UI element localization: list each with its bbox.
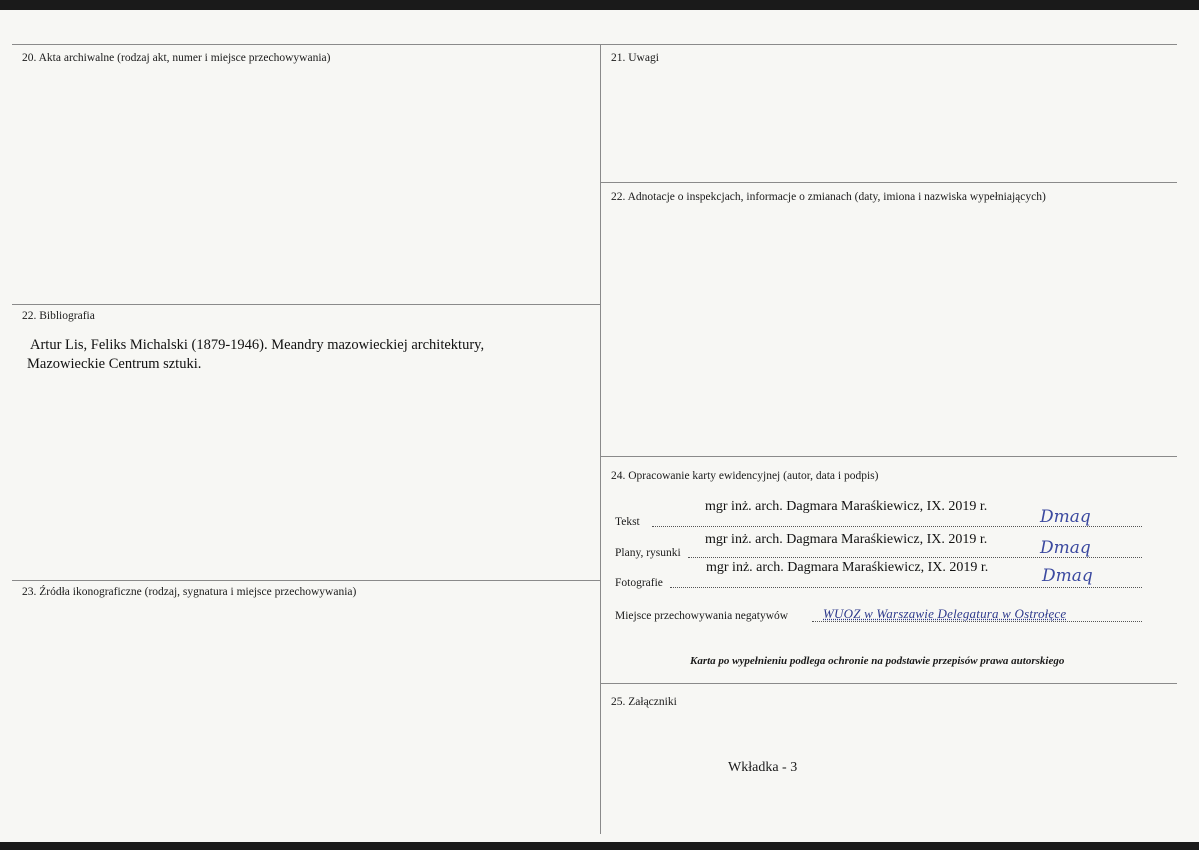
signature-mark: Dmaq [1040,538,1091,558]
section-22-bibliography-label: 22. Bibliografia [22,310,95,322]
card-row-label: Tekst [615,516,640,528]
right-rule-annotations [600,182,1177,183]
negatives-value: WUOZ w Warszawie Delegatura w Ostrołęce [823,606,1067,621]
card-row-entry: mgr inż. arch. Dagmara Maraśkiewicz, IX. 2019 r. [705,532,988,547]
section-24-label: 24. Opracowanie karty ewidencyjnej (autor, data i podpis) [611,470,879,482]
right-rule-card [600,456,1177,457]
card-row-label: Fotografie [615,577,663,589]
left-rule-bibliography [12,304,601,305]
bibliography-line-2: Mazowieckie Centrum sztuki. [27,356,202,372]
center-divider [600,44,601,834]
copyright-notice: Karta po wypełnieniu podlega ochronie na podstawie przepisów prawa autorskiego [690,655,1065,667]
card-row-label: Plany, rysunki [615,547,681,559]
section-22-annotations-label: 22. Adnotacje o inspekcjach, informacje o zmianach (daty, imiona i nazwiska wypełniających) [611,191,1046,203]
bibliography-line-1: Artur Lis, Feliks Michalski (1879-1946). Meandry mazowieckiej architektury, [30,337,485,353]
card-row-entry: mgr inż. arch. Dagmara Maraśkiewicz, IX. 2019 r. [705,499,988,514]
negatives-label: Miejsce przechowywania negatywów [615,610,789,622]
insert-label: Wkładka - 3 [728,760,798,775]
document-sheet [0,10,1199,842]
section-21-label: 21. Uwagi [611,52,659,64]
left-rule-iconographic [12,580,601,581]
signature-mark: Dmaq [1042,566,1093,586]
right-rule-attachments [600,683,1177,684]
dotted-line [670,587,1142,588]
section-25-label: 25. Załączniki [611,696,677,708]
signature-mark: Dmaq [1040,507,1091,527]
top-rule [12,44,1177,45]
section-20-label: 20. Akta archiwalne (rodzaj akt, numer i miejsce przechowywania) [22,52,331,64]
section-23-label: 23. Źródła ikonograficzne (rodzaj, sygnatura i miejsce przechowywania) [22,586,357,598]
card-row-entry: mgr inż. arch. Dagmara Maraśkiewicz, IX. 2019 r. [706,560,989,575]
